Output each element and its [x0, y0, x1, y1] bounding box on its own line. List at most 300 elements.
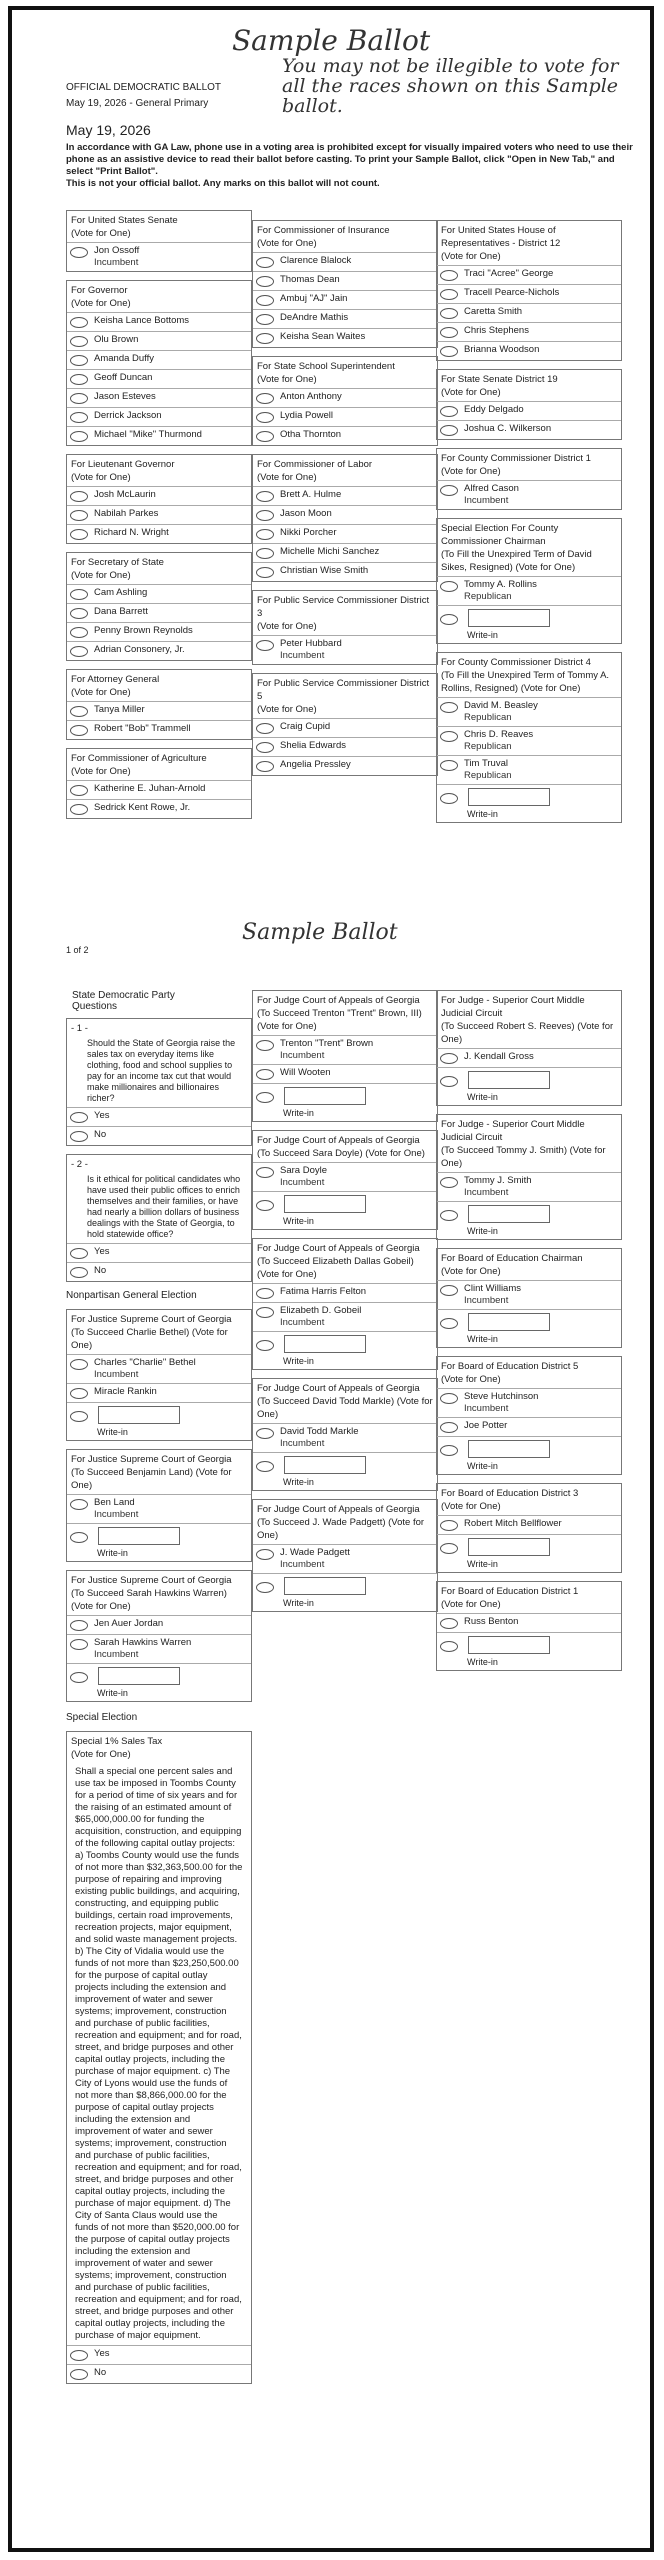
- write-in-row[interactable]: [253, 1083, 437, 1108]
- candidate-row[interactable]: [67, 1383, 251, 1402]
- candidate-oval[interactable]: [70, 529, 88, 540]
- race-box: [436, 518, 622, 644]
- candidate-row[interactable]: [437, 1280, 621, 1309]
- page1-column-2: [252, 220, 438, 784]
- write-in-oval[interactable]: [70, 1532, 88, 1543]
- candidate-oval[interactable]: [256, 742, 274, 753]
- candidate-row[interactable]: [253, 524, 437, 543]
- candidate-row[interactable]: [67, 242, 251, 271]
- candidate-oval[interactable]: [440, 485, 458, 496]
- candidate-oval[interactable]: [440, 308, 458, 319]
- candidate-oval[interactable]: [256, 510, 274, 521]
- candidate-name: Russ Benton: [464, 1616, 519, 1627]
- candidate-row[interactable]: [67, 312, 251, 331]
- candidate-row[interactable]: [67, 407, 251, 426]
- candidate-oval[interactable]: [256, 295, 274, 306]
- question-text: Should the State of Georgia raise the sales tax on everyday items like clothing, food and school supplies to pay for an income tax cut that would make millionaires and billionaires richer?: [87, 1038, 236, 1103]
- candidate-row[interactable]: [253, 1302, 437, 1331]
- candidate-row[interactable]: [67, 780, 251, 799]
- candidate-row[interactable]: [253, 1544, 437, 1573]
- candidate-oval[interactable]: [256, 1307, 274, 1318]
- candidate-row[interactable]: [253, 426, 437, 445]
- tax-oval[interactable]: [70, 2350, 88, 2361]
- write-in-field[interactable]: [284, 1577, 366, 1595]
- candidate-oval[interactable]: [70, 510, 88, 521]
- candidate-oval[interactable]: [256, 257, 274, 268]
- write-in-field[interactable]: [98, 1527, 180, 1545]
- candidate-name: Otha Thornton: [280, 429, 342, 440]
- write-in-label: Write-in: [97, 1548, 128, 1558]
- candidate-oval[interactable]: [70, 589, 88, 600]
- candidate-row[interactable]: [67, 1634, 251, 1663]
- candidate-row[interactable]: [253, 328, 437, 347]
- answer-yes-label: Yes: [94, 1246, 110, 1257]
- candidate-row[interactable]: [67, 524, 251, 543]
- vote-for-instruction: (To Succeed Tommy J. Smith) (Vote for One): [441, 1145, 606, 1169]
- answer-oval[interactable]: [70, 1131, 88, 1142]
- candidate-name: Olu Brown: [94, 334, 139, 345]
- candidate-incumbent-label: Republican: [464, 770, 512, 781]
- write-in-oval[interactable]: [440, 1318, 458, 1329]
- write-in-field[interactable]: [284, 1195, 366, 1213]
- candidate-oval[interactable]: [440, 425, 458, 436]
- candidate-oval[interactable]: [256, 412, 274, 423]
- candidate-row[interactable]: [253, 309, 437, 328]
- answer-no-label: No: [94, 1265, 107, 1276]
- write-in-field[interactable]: [284, 1087, 366, 1105]
- candidate-oval[interactable]: [256, 314, 274, 325]
- write-in-oval[interactable]: [70, 1411, 88, 1422]
- answer-oval[interactable]: [70, 1248, 88, 1259]
- candidate-name: Robert "Bob" Trammell: [94, 723, 191, 734]
- answer-no-row[interactable]: [67, 1262, 251, 1281]
- vote-for-instruction: (Vote for One): [441, 387, 501, 398]
- write-in-row[interactable]: [253, 1191, 437, 1216]
- write-in-row[interactable]: [437, 1632, 621, 1657]
- candidate-name: Thomas Dean: [280, 274, 340, 285]
- write-in-field[interactable]: [284, 1335, 366, 1353]
- write-in-row[interactable]: [67, 1663, 251, 1688]
- candidate-oval[interactable]: [70, 1620, 88, 1631]
- candidate-oval[interactable]: [440, 289, 458, 300]
- candidate-row[interactable]: [253, 1064, 437, 1083]
- candidate-oval[interactable]: [70, 725, 88, 736]
- candidate-oval[interactable]: [70, 374, 88, 385]
- candidate-row[interactable]: [67, 1354, 251, 1383]
- candidate-name-wrap: [280, 1038, 373, 1062]
- write-in-label: Write-in: [467, 809, 498, 819]
- candidate-oval[interactable]: [70, 646, 88, 657]
- candidate-oval[interactable]: [440, 406, 458, 417]
- candidate-row[interactable]: [437, 1613, 621, 1632]
- candidate-name-wrap: [94, 723, 191, 735]
- candidate-oval[interactable]: [70, 247, 88, 258]
- write-in-field[interactable]: [98, 1406, 180, 1424]
- write-in-field[interactable]: [468, 788, 550, 806]
- candidate-incumbent-label: Incumbent: [280, 1317, 325, 1328]
- candidate-oval[interactable]: [256, 1040, 274, 1051]
- candidate-row[interactable]: [253, 1283, 437, 1302]
- candidate-row[interactable]: [437, 697, 621, 726]
- candidate-name: Amanda Duffy: [94, 353, 155, 364]
- candidate-row[interactable]: [253, 271, 437, 290]
- candidate-row[interactable]: [67, 720, 251, 739]
- candidate-oval[interactable]: [70, 317, 88, 328]
- candidate-name-wrap: [280, 429, 341, 441]
- candidate-oval[interactable]: [440, 270, 458, 281]
- candidate-name-wrap: [280, 293, 347, 305]
- page1-column-1: [66, 210, 252, 827]
- candidate-row[interactable]: [67, 584, 251, 603]
- write-in-field[interactable]: [468, 1440, 550, 1458]
- candidate-row[interactable]: [437, 576, 621, 605]
- candidate-incumbent-label: Incumbent: [464, 1187, 509, 1198]
- candidate-row[interactable]: [67, 603, 251, 622]
- write-in-oval[interactable]: [256, 1582, 274, 1593]
- candidate-row[interactable]: [67, 505, 251, 524]
- candidate-row[interactable]: [253, 1162, 437, 1191]
- candidate-row[interactable]: [67, 369, 251, 388]
- write-in-oval[interactable]: [440, 1641, 458, 1652]
- vote-for-instruction: (To Fill the Unexpired Term of David Sikes, Resigned) (Vote for One): [441, 549, 592, 573]
- write-in-field[interactable]: [468, 1313, 550, 1331]
- answer-yes-row[interactable]: [67, 1243, 251, 1262]
- candidate-row[interactable]: [67, 350, 251, 369]
- candidate-row[interactable]: [437, 755, 621, 784]
- write-in-field[interactable]: [468, 1205, 550, 1223]
- write-in-label: Write-in: [283, 1216, 314, 1226]
- write-in-field[interactable]: [468, 1538, 550, 1556]
- candidate-oval[interactable]: [70, 1639, 88, 1650]
- candidate-name: Ben Land: [94, 1497, 135, 1508]
- candidate-oval[interactable]: [70, 412, 88, 423]
- candidate-row[interactable]: [437, 1388, 621, 1417]
- candidate-row[interactable]: [437, 322, 621, 341]
- page2-col1-races: [66, 1309, 252, 1702]
- write-in-row[interactable]: [437, 1534, 621, 1559]
- candidate-oval[interactable]: [440, 327, 458, 338]
- write-in-oval[interactable]: [256, 1340, 274, 1351]
- candidate-name-wrap: [464, 325, 529, 337]
- candidate-name-wrap: [94, 606, 148, 618]
- party-questions: [66, 1018, 252, 1282]
- race-box: [66, 210, 252, 272]
- write-in-field[interactable]: [468, 1071, 550, 1089]
- candidate-oval[interactable]: [440, 1393, 458, 1404]
- candidate-name-wrap: [280, 255, 351, 267]
- candidate-name: Sarah Hawkins Warren: [94, 1637, 192, 1648]
- candidate-row[interactable]: [67, 1615, 251, 1634]
- write-in-row[interactable]: [67, 1523, 251, 1548]
- write-in-oval[interactable]: [256, 1200, 274, 1211]
- tax-oval[interactable]: [70, 2369, 88, 2380]
- write-in-row[interactable]: [67, 1402, 251, 1427]
- tax-yes-row[interactable]: [67, 2345, 251, 2364]
- candidate-oval[interactable]: [70, 355, 88, 366]
- write-in-row[interactable]: [437, 1436, 621, 1461]
- candidate-name: Angelia Pressley: [280, 759, 351, 770]
- vote-for-instruction: (Vote for One): [71, 766, 131, 777]
- candidate-oval[interactable]: [256, 567, 274, 578]
- race-box: [66, 669, 252, 740]
- candidate-row[interactable]: [67, 622, 251, 641]
- candidate-oval[interactable]: [70, 393, 88, 404]
- candidate-oval[interactable]: [256, 393, 274, 404]
- candidate-oval[interactable]: [440, 702, 458, 713]
- candidate-name-wrap: [464, 729, 533, 753]
- candidate-oval[interactable]: [256, 1549, 274, 1560]
- candidate-name: Peter Hubbard: [280, 638, 342, 649]
- write-in-oval[interactable]: [440, 614, 458, 625]
- write-in-field[interactable]: [98, 1667, 180, 1685]
- write-in-field[interactable]: [284, 1456, 366, 1474]
- candidate-oval[interactable]: [256, 529, 274, 540]
- candidate-incumbent-label: Incumbent: [280, 1438, 325, 1449]
- candidate-incumbent-label: Incumbent: [280, 1559, 325, 1570]
- write-in-oval[interactable]: [256, 1092, 274, 1103]
- write-in-label: Write-in: [467, 630, 498, 640]
- candidate-row[interactable]: [253, 407, 437, 426]
- candidate-oval[interactable]: [70, 1388, 88, 1399]
- candidate-name-wrap: [464, 423, 551, 435]
- candidate-oval[interactable]: [440, 1618, 458, 1629]
- candidate-row[interactable]: [437, 341, 621, 360]
- candidate-oval[interactable]: [440, 1285, 458, 1296]
- race-title: For Board of Education District 1: [441, 1586, 579, 1597]
- candidate-row[interactable]: [437, 1048, 621, 1067]
- candidate-oval[interactable]: [256, 491, 274, 502]
- write-in-row[interactable]: [437, 1309, 621, 1334]
- candidate-row[interactable]: [253, 486, 437, 505]
- candidate-oval[interactable]: [256, 333, 274, 344]
- candidate-oval[interactable]: [256, 640, 274, 651]
- candidate-name-wrap: [94, 1386, 157, 1398]
- candidate-name: Tommy A. Rollins: [464, 579, 537, 590]
- candidate-row[interactable]: [253, 252, 437, 271]
- page2-column-2: [252, 990, 438, 1620]
- write-in-field[interactable]: [468, 1636, 550, 1654]
- candidate-oval[interactable]: [256, 761, 274, 772]
- write-in-row[interactable]: [437, 605, 621, 630]
- candidate-row[interactable]: [437, 265, 621, 284]
- candidate-oval[interactable]: [70, 1359, 88, 1370]
- write-in-oval[interactable]: [440, 1543, 458, 1554]
- write-in-row[interactable]: [437, 1201, 621, 1226]
- race-box: [252, 454, 438, 582]
- candidate-oval[interactable]: [70, 706, 88, 717]
- candidate-name: Jon Ossoff: [94, 245, 140, 256]
- candidate-row[interactable]: [437, 401, 621, 420]
- page-number: 1 of 2: [66, 945, 89, 955]
- candidate-name-wrap: [464, 758, 512, 782]
- vote-for-instruction: (Vote for One): [257, 704, 317, 715]
- candidate-row[interactable]: [437, 480, 621, 509]
- race-title: For Secretary of State: [71, 557, 164, 568]
- candidate-row[interactable]: [67, 426, 251, 445]
- candidate-oval[interactable]: [70, 785, 88, 796]
- write-in-row[interactable]: [253, 1331, 437, 1356]
- candidate-incumbent-label: Incumbent: [464, 1295, 509, 1306]
- race-box: [66, 748, 252, 819]
- write-in-label: Write-in: [97, 1688, 128, 1698]
- vote-for-instruction: (Vote for One): [257, 238, 317, 249]
- write-in-oval[interactable]: [440, 1210, 458, 1221]
- candidate-oval[interactable]: [70, 431, 88, 442]
- write-in-label: Write-in: [283, 1598, 314, 1608]
- candidate-name-wrap: [94, 704, 145, 716]
- write-in-oval[interactable]: [256, 1461, 274, 1472]
- candidate-name-wrap: [280, 410, 333, 422]
- candidate-name-wrap: [94, 410, 162, 422]
- write-in-row[interactable]: [253, 1573, 437, 1598]
- answer-no-row[interactable]: [67, 1126, 251, 1145]
- candidate-oval[interactable]: [256, 276, 274, 287]
- candidate-name: Josh McLaurin: [94, 489, 156, 500]
- race-box: [436, 1483, 622, 1573]
- tax-no-row[interactable]: [67, 2364, 251, 2383]
- candidate-row[interactable]: [67, 701, 251, 720]
- vote-for-instruction: (To Succeed Sarah Hawkins Warren) (Vote for One): [71, 1588, 227, 1612]
- race-box: [252, 356, 438, 446]
- candidate-name-wrap: [94, 587, 147, 599]
- candidate-name: Traci "Acree" George: [464, 268, 554, 279]
- candidate-oval[interactable]: [440, 581, 458, 592]
- candidate-name-wrap: [464, 268, 553, 280]
- candidate-oval[interactable]: [256, 548, 274, 559]
- candidate-name: Shelia Edwards: [280, 740, 347, 751]
- candidate-oval[interactable]: [70, 804, 88, 815]
- write-in-field[interactable]: [468, 609, 550, 627]
- candidate-row[interactable]: [253, 737, 437, 756]
- candidate-row[interactable]: [437, 420, 621, 439]
- write-in-oval[interactable]: [440, 1076, 458, 1087]
- candidate-oval[interactable]: [70, 627, 88, 638]
- answer-no-label: No: [94, 1129, 107, 1140]
- candidate-row[interactable]: [437, 726, 621, 755]
- candidate-row[interactable]: [253, 756, 437, 775]
- write-in-row[interactable]: [437, 1067, 621, 1092]
- candidate-name: J. Wade Padgett: [280, 1547, 350, 1558]
- candidate-row[interactable]: [253, 388, 437, 407]
- write-in-oval[interactable]: [440, 1445, 458, 1456]
- candidate-oval[interactable]: [256, 1069, 274, 1080]
- write-in-label: Write-in: [467, 1226, 498, 1236]
- tax-yes-label: Yes: [94, 2348, 110, 2359]
- candidate-oval[interactable]: [70, 608, 88, 619]
- candidate-row[interactable]: [437, 303, 621, 322]
- candidate-oval[interactable]: [440, 1422, 458, 1433]
- candidate-row[interactable]: [67, 641, 251, 660]
- candidate-oval[interactable]: [256, 723, 274, 734]
- race-box: [252, 990, 438, 1122]
- candidate-name-wrap: [94, 391, 156, 403]
- candidate-row[interactable]: [437, 1515, 621, 1534]
- race-box: [66, 1570, 252, 1702]
- candidate-oval[interactable]: [70, 336, 88, 347]
- candidate-row[interactable]: [253, 505, 437, 524]
- vote-for-instruction: (Vote for One): [441, 1501, 501, 1512]
- write-in-label: Write-in: [283, 1477, 314, 1487]
- vote-for-instruction: (To Succeed J. Wade Padgett) (Vote for One): [257, 1517, 425, 1541]
- candidate-name: Keisha Lance Bottoms: [94, 315, 190, 326]
- candidate-oval[interactable]: [440, 760, 458, 771]
- candidate-row[interactable]: [67, 799, 251, 818]
- candidate-oval[interactable]: [440, 346, 458, 357]
- race-title: For United States House of Representatives - District 12: [441, 225, 561, 249]
- candidate-name: Lydia Powell: [280, 410, 333, 421]
- candidate-oval[interactable]: [440, 1053, 458, 1064]
- candidate-row[interactable]: [253, 1035, 437, 1064]
- write-in-oval[interactable]: [70, 1672, 88, 1683]
- candidate-incumbent-label: Republican: [464, 591, 512, 602]
- candidate-oval[interactable]: [440, 731, 458, 742]
- candidate-name-wrap: [280, 331, 365, 343]
- candidate-oval[interactable]: [256, 1167, 274, 1178]
- tax-title: Special 1% Sales Tax: [71, 1736, 163, 1747]
- candidate-name-wrap: [280, 527, 337, 539]
- candidate-name: Brianna Woodson: [464, 344, 540, 355]
- write-in-label: Write-in: [467, 1092, 498, 1102]
- candidate-name: Jason Esteves: [94, 391, 156, 402]
- candidate-name-wrap: [464, 1518, 562, 1530]
- candidate-row[interactable]: [253, 562, 437, 581]
- candidate-row[interactable]: [67, 388, 251, 407]
- vote-for-instruction: (Vote for One): [257, 374, 317, 385]
- write-in-row[interactable]: [253, 1452, 437, 1477]
- candidate-name: David Todd Markle: [280, 1426, 359, 1437]
- candidate-oval[interactable]: [70, 1499, 88, 1510]
- candidate-oval[interactable]: [256, 1288, 274, 1299]
- candidate-name: Cam Ashling: [94, 587, 148, 598]
- candidate-row[interactable]: [253, 718, 437, 737]
- candidate-name: Steve Hutchinson: [464, 1391, 539, 1402]
- race-box: [436, 1581, 622, 1671]
- write-in-row[interactable]: [437, 784, 621, 809]
- candidate-row[interactable]: [67, 1494, 251, 1523]
- candidate-row[interactable]: [437, 1172, 621, 1201]
- candidate-row[interactable]: [437, 1417, 621, 1436]
- candidate-oval[interactable]: [256, 1428, 274, 1439]
- candidate-oval[interactable]: [440, 1177, 458, 1188]
- candidate-name-wrap: [464, 287, 559, 299]
- race-title: For Board of Education Chairman: [441, 1253, 583, 1264]
- candidate-row[interactable]: [437, 284, 621, 303]
- candidate-row[interactable]: [67, 486, 251, 505]
- write-in-oval[interactable]: [440, 793, 458, 804]
- candidate-row[interactable]: [253, 635, 437, 664]
- candidate-name: Michelle Michi Sanchez: [280, 546, 380, 557]
- candidate-oval[interactable]: [440, 1520, 458, 1531]
- candidate-name: Charles "Charlie" Bethel: [94, 1357, 196, 1368]
- answer-yes-row[interactable]: [67, 1107, 251, 1126]
- vote-for-instruction: (Vote for One): [441, 466, 501, 477]
- answer-yes-label: Yes: [94, 1110, 110, 1121]
- candidate-row[interactable]: [67, 331, 251, 350]
- race-title: For Justice Supreme Court of Georgia: [71, 1575, 232, 1586]
- candidate-name: Alfred Cason: [464, 483, 519, 494]
- candidate-name: Chris Stephens: [464, 325, 529, 336]
- candidate-row[interactable]: [253, 1423, 437, 1452]
- candidate-name-wrap: [94, 625, 193, 637]
- race-title: For Board of Education District 3: [441, 1488, 579, 1499]
- candidate-name-wrap: [280, 1426, 359, 1450]
- answer-oval[interactable]: [70, 1267, 88, 1278]
- candidate-oval[interactable]: [70, 491, 88, 502]
- candidate-oval[interactable]: [256, 431, 274, 442]
- answer-oval[interactable]: [70, 1112, 88, 1123]
- candidate-row[interactable]: [253, 543, 437, 562]
- candidate-row[interactable]: [253, 290, 437, 309]
